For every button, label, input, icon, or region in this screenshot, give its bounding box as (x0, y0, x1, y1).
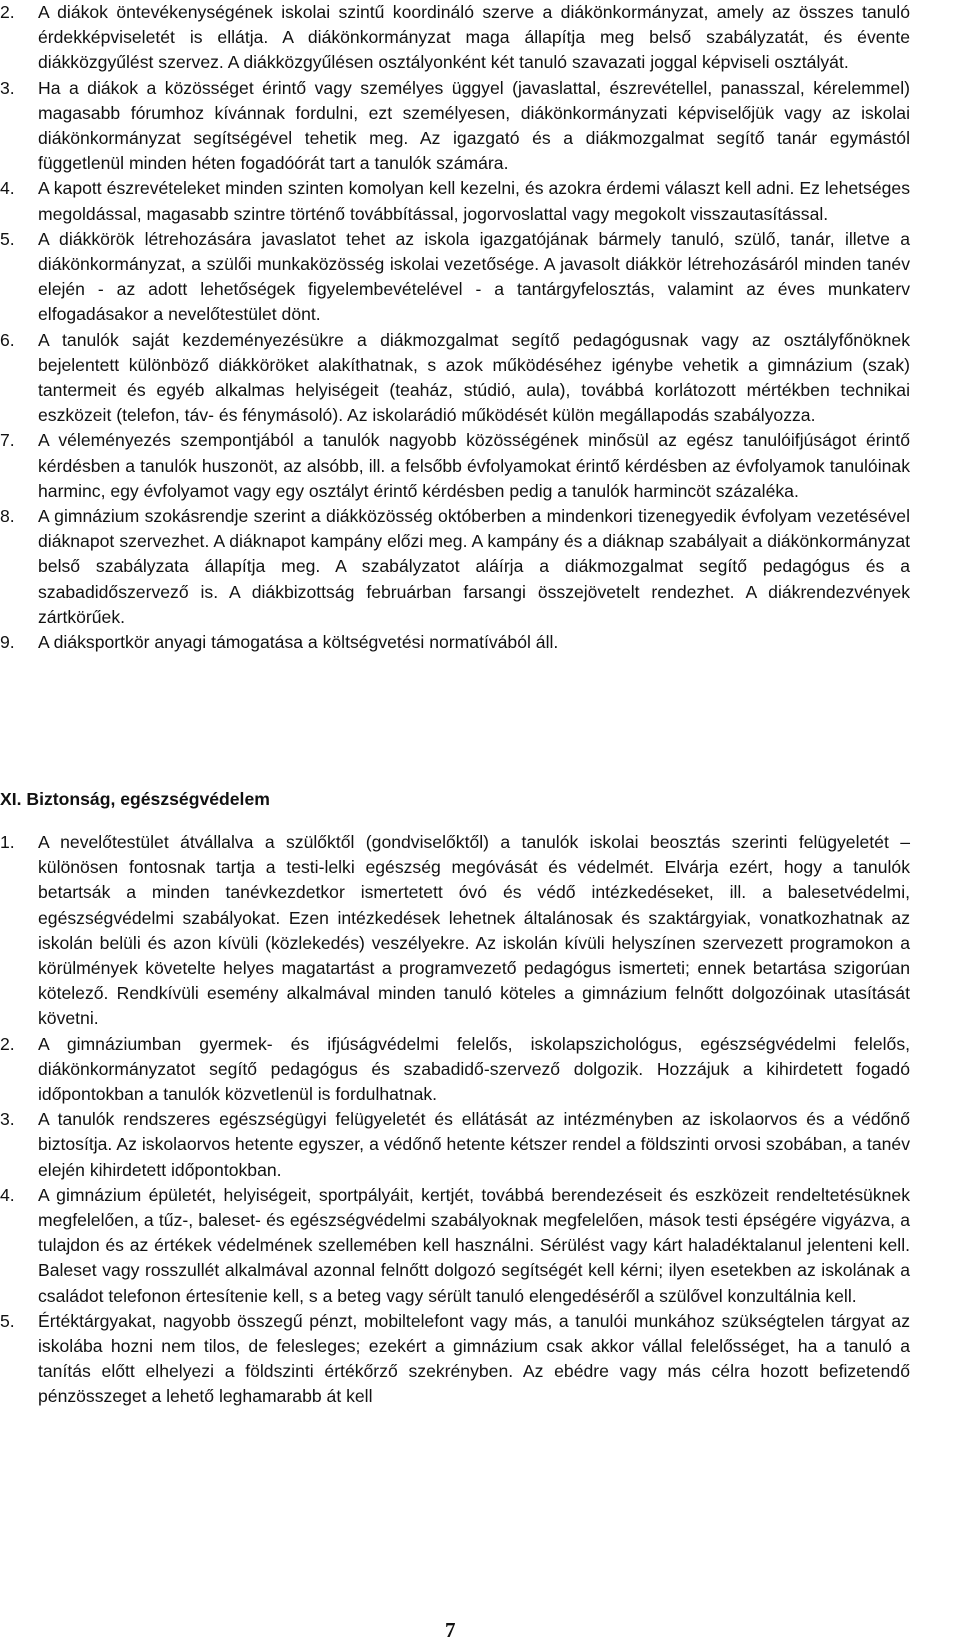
list-item (0, 176, 960, 226)
list-item (0, 428, 960, 504)
item-number: 5. (0, 1310, 15, 1331)
item-text: A gimnázium épületét, helyiségeit, sportpályáit, kertjét, továbbá berendezéseit és eszközeit rendeltetésüknek megfelelően, a tűz-, baleset- és egészségvédelmi szabályoknak megfelelően, mások testi épségére vigyázva, a tulajdon és az értékek védelmének szellemében kell használni. Sérülést vagy kárt haladéktalanul jelenteni kell. Baleset vagy rosszullét alkalmával azonnal felnőtt dolgozó segítségét kell kérni; ilyen esetekben az iskolának a családot telefonon értesítenie kell, s a beteg vagy sérült tanuló elengedéséről a szülővel konzultálnia kell. (38, 1184, 910, 1306)
list-item (0, 0, 960, 76)
section-heading: XI. Biztonság, egészségvédelem (0, 789, 270, 809)
item-number: 9. (0, 632, 15, 653)
list-item (0, 830, 960, 1032)
item-text: A diákkörök létrehozására javaslatot tehet az iskola igazgatójának bármely tanuló, szülő, tanár, illetve a diákönkormányzat, a szülői munkaközösség iskolai vezetősége. A javasolt diákkör létrehozásáról minden tanév elején - az adott lehetőségek figyelembevételével - a tantárgyfelosztás, valamint az éves munkaterv elfogadásakor a nevelőtestület dönt. (38, 228, 910, 325)
item-text: A diáksportkör anyagi támogatása a költségvetési normatívából áll. (38, 632, 559, 653)
item-number: 3. (0, 77, 15, 98)
list-item (0, 227, 960, 328)
page-number: 7 (445, 1618, 456, 1642)
list-item (0, 76, 960, 177)
list-item (0, 504, 960, 630)
list-item (0, 328, 960, 429)
list-item (0, 1032, 960, 1108)
list-item (0, 630, 960, 655)
item-number: 2. (0, 1033, 15, 1054)
section-x-list (0, 0, 960, 655)
item-number: 8. (0, 506, 15, 527)
item-number: 7. (0, 430, 15, 451)
item-text: A gimnázium szokásrendje szerint a diákközösség októberben a mindenkori tizenegyedik évfolyam vezetésével diáknapot szervezhet. A diáknapot kampány előzi meg. A kampány és a diáknap szabályait a diákönkormányzat belső szabályzata állapítja meg. A szabályzatot aláírja a diákmozgalmat segítő pedagógus és a szabadidőszervező is. A diákbizottság februárban farsangi összejövetelt rendezhet. A diákrendezvények zártkörűek. (38, 506, 910, 627)
item-text: A véleményezés szempontjából a tanulók nagyobb közösségének minősül az egész tanulóifjúságot érintő kérdésben a tanulók huszonöt, az alsóbb, ill. a felsőbb évfolyamokat érintő kérdésben az évfolyamok tanulóinak harminc, egy évfolyamot vagy egy osztályt érintő kérdésben pedig a tanulók harmincöt százaléka. (38, 430, 910, 501)
item-number: 6. (0, 329, 15, 350)
item-number: 4. (0, 178, 15, 199)
item-text: A diákok öntevékenységének iskolai szintű koordináló szerve a diákönkormányzat, amely az összes tanuló érdekképviseletét is ellátja. A diákönkormányzat maga állapítja meg belső szabályzatát, és évente diákközgyűlést szervez. A diákközgyűlésen osztályonként két tanuló szavazati joggal képviseli osztályát. (38, 2, 910, 73)
item-text: Ha a diákok a közösséget érintő vagy személyes üggyel (javaslattal, észrevétellel, panasszal, kérelemmel) magasabb fórumhoz kívánnak fordulni, ezt személyesen, diákönkormányzati képviselőjük vagy az iskolai diákönkormányzat segítségével tehetik meg. Az igazgató és a diákmozgalmat segítő tanár egymástól függetlenül minden héten fogadóórát tart a tanulók számára. (38, 77, 910, 174)
item-text: A tanulók rendszeres egészségügyi felügyeletét és ellátását az intézményben az iskolaorvos és a védőnő biztosítja. Az iskolaorvos hetente egyszer, a védőnő hetente kétszer rendel a földszinti orvosi szobában, a tanév elején kihirdetett időpontokban. (38, 1109, 910, 1180)
list-item (0, 1309, 960, 1410)
item-text: A nevelőtestület átvállalva a szülőktől (gondviselőktől) a tanulók iskolai beosztás szerinti felügyeletét – különösen fontosnak tartja a testi-lelki egészség megóvását és védelmét. Elvárja ezért, hogy a tanulók betartsák a minden tanévkezdetkor ismertetett óvó és védő intézkedéseket, ill. a balesetvédelmi, egészségvédelmi szabályokat. Ezen intézkedések lehetnek általánosak és szaktárgyiak, vonatkozhatnak az iskolán belüli és azon kívüli (közlekedés) veszélyekre. Az iskolán kívüli helyszínen szervezett programokon a körülmények követelte helyes magatartást a programvezető pedagógus ismerteti; ennek betartása szigorúan kötelező. Rendkívüli esemény alkalmával minden tanuló köteles a gimnázium felnőtt dolgozóinak utasítását követni. (38, 832, 910, 1029)
list-item (0, 1183, 960, 1309)
item-text: Értéktárgyakat, nagyobb összegű pénzt, mobiltelefont vagy más, a tanulói munkához szükségtelen tárgyat az iskolába hozni nem tilos, de felesleges; ezekért a gimnázium csak akkor vállal felelősséget, ha a tanuló a tanítás előtt elhelyezi a földszinti értékőrző szekrényben. Az ebédre vagy más célra hozott befizetendő pénzösszeget a lehető leghamarabb át kell (38, 1310, 910, 1407)
item-text: A gimnáziumban gyermek- és ifjúságvédelmi felelős, iskolapszichológus, egészségvédelmi felelős, diákönkormányzatot segítő pedagógus és szabadidő-szervező dolgozik. Hozzájuk a kihirdetett fogadó időpontokban a tanulók közvetlenül is fordulhatnak. (38, 1033, 910, 1105)
list-item (0, 1107, 960, 1183)
item-text: A tanulók saját kezdeményezésükre a diákmozgalmat segítő pedagógusnak vagy az osztályfőnöknek bejelentett különböző diákköröket alakíthatnak, s azok működéséhez igénybe vehetik a gimnázium (szak) tantermeit és egyéb alkalmas helyiségeit (teaház, stúdió, aula), továbbá korlátozott mértékben technikai eszközeit (telefon, táv- és fénymásoló). Az iskolarádió működését külön megállapodás szabályozza. (38, 329, 910, 426)
item-number: 5. (0, 228, 15, 249)
item-number: 1. (0, 832, 15, 852)
item-text: A kapott észrevételeket minden szinten komolyan kell kezelni, és azokra érdemi választ kell adni. Ez lehetséges megoldással, magasabb szintre történő továbbítással, jogorvoslattal vagy megokolt visszautasítással. (38, 178, 910, 224)
item-number: 3. (0, 1109, 15, 1130)
item-number: 2. (0, 2, 15, 22)
section-xi-list (0, 830, 960, 1410)
item-number: 4. (0, 1184, 15, 1205)
